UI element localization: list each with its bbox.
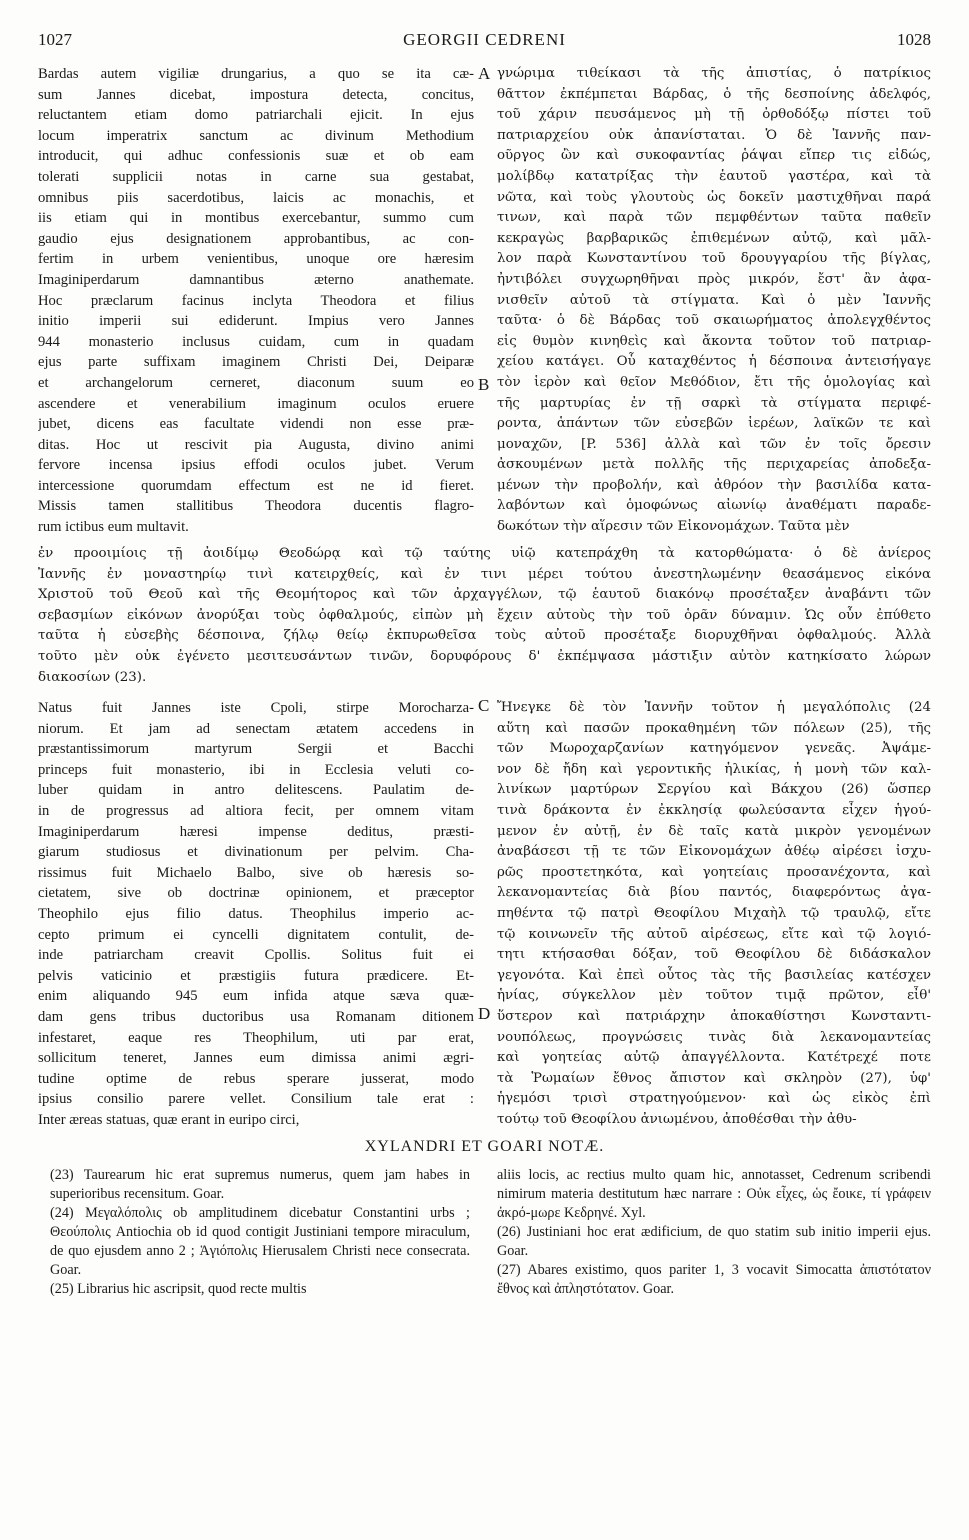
greek-text-line: δωκότων τὴν αἵρεσιν τῶν Εἰκονομάχων. Ταῦτα μὲν: [497, 519, 850, 535]
greek-text-line: Ἤνεγκε δὲ τὸν Ἰαννῆν τοῦτον ἡ μεγαλόπολις (24: [497, 700, 931, 715]
latin-text-line: princeps fuit monasterio, ibi in Ecclesia veluti co-: [38, 761, 474, 778]
latin-column-top: [38, 64, 474, 544]
latin-text-line: ditas. Hoc ut rescivit pia Augusta, divino animi: [38, 436, 474, 453]
greek-text-line: οῦργος ὢν καὶ συκοφαντίας ῥάψαι εἴπερ τις εἰδώς,: [497, 148, 931, 164]
notes-column-left: [50, 1166, 470, 1466]
latin-text-line: infestaret, eaque res Theophilum, uti par erat,: [38, 1029, 474, 1046]
latin-text-line: reluctantem etiam domo patriarchali ejicit. In ejus: [38, 107, 474, 124]
greek-text-line: ἡγεμόσι τρισὶ στρατηγούμενον· καὶ ὡς εἰκὸς ἐπὶ: [497, 1091, 931, 1107]
margin-letter-d: D: [478, 1004, 491, 1023]
latin-text-line: cietatem, sive ob doctrinæ opinionem, et præceptor: [38, 885, 474, 902]
latin-text-line: Imaginiperdarum hæresi impense deditus, præsti-: [38, 823, 474, 840]
greek-full-text-line: Χριστοῦ τοῦ Θεοῦ καὶ τῆς Θεομήτορος καὶ τῶν ἀρχαγγέλων, τῷ ἑαυτοῦ διακόνῳ προσέταξεν ἀναβάντι τῶν: [38, 587, 931, 603]
greek-text-line: ἀναβάσεσι τῇ τε τῶν Εἰκονομάχων ἀθέῳ αἱρέσει ἰσχυ-: [497, 844, 931, 860]
greek-text-line: τούτῳ τοῦ Θεοφίλου ἀνιωμένου, ἀποθέσθαι τὴν ἀθυ-: [497, 1111, 857, 1127]
running-title: GEORGII CEDRENI: [403, 30, 566, 49]
greek-full-text-line: διακοσίων (23).: [38, 669, 147, 685]
greek-text-line: εἰς θυμὸν κινηθεὶς καὶ ἄκοντα τοῦτον τοῦ πατριαρ-: [497, 333, 931, 349]
greek-text-line: ἠντιβόλει συγχωρηθῆναι πρὸς μικρόν, ἔστ' ἂν ἀφα-: [497, 271, 931, 287]
margin-letter-a: A: [478, 64, 491, 83]
latin-text-line: tolerati supplicii notas in carne sua gestabat,: [38, 168, 474, 185]
latin-text-line: dam gens tribus ductoribus usa Romanam ditionem: [38, 1008, 474, 1025]
notes-column-right: [497, 1166, 931, 1466]
latin-text-line: gaudio ejus designationem approbantibus, ac con-: [38, 230, 474, 247]
footnote: (23) Taurearum hic erat supremus numerus, quem jam habes in superioribus recensitum. Goar.: [50, 1167, 470, 1202]
footnote: aliis locis, ac rectius multo quam hic, annotasset, Cedrenum scribendi nimirum materia destitutum hæc narrare : Οὐκ εἶχες, ὡς ἔοικε, τί γράφειν ἀκρό-μωρε Κεδρηνέ. Xyl.: [497, 1167, 931, 1221]
latin-text-line: niorum. Et jam ad senectam ætatem accedens in: [38, 720, 474, 737]
greek-full-text-line: ταῦτα ἡ εὐσεβὴς δέσποινα, ζήλῳ θείῳ ἐκπυρωθεῖσα τοὺς αὐτοῦ προσέταξε διορυχθῆναι ὀφθαλμούς. Ἀλλὰ: [38, 628, 931, 644]
latin-text-line: ejus parte suffixam imaginem Christi Dei, Deiparæ: [38, 354, 474, 371]
greek-text-line: αὕτη καὶ πασῶν προκαθημένη τῶν πόλεων (25), τῆς: [497, 720, 931, 736]
latin-text-line: intercessione quorumdam effectum est ne id fieret.: [38, 477, 474, 494]
greek-text-line: νον δὲ ἤδη καὶ γεροντικῆς ἡλικίας, ἡ μονὴ τῶν καλ-: [497, 761, 931, 777]
latin-text-line: præstantissimorum martyrum Sergii et Bacchi: [38, 741, 474, 758]
greek-text-line: ἀσκουμένων μετὰ πολλῆς τῆς περιχαρείας ἀποδεξα-: [497, 457, 931, 473]
greek-text-line: νουπόλεως, προγνώσεις τινὰς διὰ λεκανομαντείας: [497, 1029, 931, 1045]
greek-text-line: πατριαρχείου οὐκ ἀπανίσταται. Ὁ δὲ Ἰαννῆς παν-: [497, 127, 931, 143]
latin-column-bottom: [38, 698, 474, 1134]
latin-text-line: Theophilo ejus filio datus. Theophilus imperio ac-: [38, 905, 474, 922]
greek-text-line: τινὰ δράκοντα ἐν ἐκκλησίᾳ φωλεύσαντα εἶχεν ἡγού-: [497, 802, 931, 818]
greek-text-line: θᾶττον ἐκπέμπεται Βάρδας, ὁ τῆς δεσποίνης ἀδελφός,: [497, 86, 931, 102]
latin-text-line: et archangelorum cerneret, diaconum suum eo: [38, 374, 474, 391]
greek-full-text-line: Ἰαννῆς ἐν μοναστηρίῳ τινὶ κατειρχθείς, καὶ ἐν τινι μέρει τούτου ἀνεστηλωμένην θεασάμενος εἰκόνα: [38, 566, 931, 582]
latin-text-line: ascendere et venerabilium imaginum oculos eruere: [38, 395, 474, 412]
latin-text-line: omnibus piis sacerdotibus, laicis ac monachis, et: [38, 189, 474, 206]
greek-text-line: τινων, καὶ παρὰ τῶν πεμφθέντων ταῦτα παθεῖν: [497, 210, 931, 226]
greek-text-line: ἡνίας, σύγκελλον μὲν τοῦτον τιμᾷ πρῶτον, εἶθ': [497, 988, 931, 1004]
latin-text-line: luber quidam in antro delitescens. Paulatim de-: [38, 782, 474, 799]
margin-letter-c: C: [478, 696, 490, 715]
latin-text-line: iis etiam qui in montibus exercebantur, summo cum: [38, 210, 474, 227]
latin-text-line: sum Jannes dicebat, impostura detecta, concitus,: [38, 86, 474, 103]
latin-text-line: inde patriarcham creavit Cpollis. Solitus fuit ei: [38, 947, 474, 964]
greek-full-text-line: ἐν προοιμίοις τῇ ἀοιδίμῳ Θεοδώρᾳ καὶ τῷ ταύτης υἱῷ κατεπράχθη τὰ κατορθώματα· ὁ δὲ ἀνίερος: [38, 546, 931, 561]
latin-text-line: rum ictibus eum multavit.: [38, 519, 189, 536]
latin-text-line: locum imperatrix sanctum ac divinum Methodium: [38, 127, 474, 144]
greek-text-line: τῆς μαρτυρίας ἐν τῇ σαρκὶ τὰ στίγματα περιφέ-: [497, 395, 931, 411]
page-number-right: 1028: [897, 30, 931, 49]
greek-text-line: ρῶς προστετηκότα, καὶ γοητείαις προσανέχοντα, καὶ: [497, 864, 931, 880]
greek-text-line: λαβόντων καὶ ὁμοφώνως αἰωνίῳ ἀναθέματι παραδε-: [497, 498, 931, 514]
latin-text-line: 944 monasterio inclusus cuidam, cum in quadam: [38, 333, 474, 350]
greek-text-line: μενον ἐν αὐτῇ, ἐν δὲ ταῖς κατὰ μικρὸν γενομένων: [497, 823, 931, 839]
latin-text-line: Bardas autem vigiliæ drungarius, a quo se ita cæ-: [38, 66, 474, 82]
greek-text-line: μένων τὴν προβολήν, καὶ ἀθρόον τὴν βασιλίδα κατα-: [497, 477, 931, 493]
greek-text-line: τῶν Μωροχαρζανίων κατηγόμενον γενεᾶς. Ἀψάμε-: [497, 741, 931, 757]
latin-text-line: introducit, qui adhuc confessionis suæ et ob eam: [38, 148, 474, 165]
greek-text-line: ροντα, ἁπάντων τῶν εὐσεβῶν ἱερέων, λαϊκῶν τε καὶ: [497, 416, 931, 432]
greek-text-line: κεκραγὼς βαρβαρικῶς ἐπιθεμένων αὐτῷ, καὶ μᾶλ-: [497, 230, 931, 246]
latin-text-line: pelvis vaticinio et præstigiis futura prædicere. Et-: [38, 967, 474, 984]
latin-text-line: rissimus fuit Michaelo Balbo, sive ob hæresis so-: [38, 864, 474, 881]
latin-text-line: fervore incensa ipsius effodi oculos jubet. Verum: [38, 457, 474, 474]
greek-text-line: νισθεῖν αὐτοῦ τὰ στίγματα. Καὶ ὁ μὲν Ἰαννῆς: [497, 292, 931, 308]
page-header: [38, 30, 931, 54]
greek-full-width-block: [38, 544, 931, 692]
notes-title: XYLANDRI ET GOARI NOTÆ.: [364, 1138, 605, 1155]
latin-text-line: Hoc præclarum facinus inclyta Theodora et filius: [38, 292, 474, 309]
greek-text-line: λινίκων μαρτύρων Σεργίου καὶ Βάκχου (26) ὥσπερ: [497, 782, 931, 798]
greek-text-line: ταῦτα· ὁ δὲ Βάρδας τοῦ σκαιωρήματος ἀπολεγχθέντος: [497, 313, 931, 329]
page-number-left: 1027: [38, 30, 72, 49]
greek-text-line: νῶτα, καὶ τοὺς γλουτοὺς ὡς δοκεῖν μαστιχθῆναι παρά: [497, 189, 931, 205]
footnote: (25) Librarius hic ascripsit, quod recte multis: [50, 1281, 307, 1297]
latin-text-line: Natus fuit Jannes iste Cpoli, stirpe Morocharza-: [38, 700, 474, 716]
footnote: (26) Justiniani hoc erat ædificium, de quo statim sub initio imperii ejus. Goar.: [497, 1224, 931, 1259]
latin-text-line: ipsius consilio parere vellet. Consilium tale erat :: [38, 1091, 474, 1108]
greek-text-line: τὰ Ῥωμαίων ἔθνος ἄπιστον καὶ σκληρὸν (27), ὑφ': [497, 1070, 931, 1086]
greek-column-top: [497, 64, 931, 544]
greek-text-line: τὸν ἱερὸν καὶ θεῖον Μεθόδιον, ἔτι τῆς ὁμολογίας καὶ: [497, 374, 931, 390]
greek-text-line: τητι κτήσασθαι δόξαν, τοῦ Θεοφίλου δὲ διδάσκαλον: [497, 947, 931, 963]
greek-full-text-line: σεβασμίων εἰκόνων ἀνορύξαι τοὺς ὀφθαλμούς, εἰπὼν μὴ ἔχειν αὐτοὺς τὴν τοῦ ὁρᾶν δύναμιν. Ὡς οὖν ἐπύθετο: [38, 607, 931, 623]
latin-text-line: Missis tamen stallitibus Theodora ducentis flagro-: [38, 498, 474, 515]
footnote: (27) Abares existimo, quos pariter 1, 3 vocavit Simocatta ἀπιστότατον ἔθνος καὶ ἀπληστότατον. Goar.: [497, 1262, 931, 1297]
greek-text-line: ὕστερον καὶ πατριάρχην ἀποκαθίστησι Κωνσταντι-: [497, 1008, 931, 1024]
latin-text-line: jubet, dicens eas facultate videndi non esse præ-: [38, 416, 474, 433]
latin-text-line: Imaginiperdarum damnantibus æterno anathemate.: [38, 271, 474, 288]
greek-text-line: τοῦ χάριν πευσάμενος μὴ τῇ ὀρθοδόξῳ πίστει τοῦ: [497, 107, 931, 123]
latin-text-line: initio imperii sui ediderunt. Impius vero Jannes: [38, 313, 474, 330]
latin-text-line: giarum studiosus et divinationum per pelvim. Cha-: [38, 844, 474, 861]
greek-text-line: πηθέντα τῷ πατρὶ Θεοφίλου Μιχαὴλ τῷ τραυλῷ, εἴτε: [497, 905, 931, 921]
greek-text-line: χείου κατάγει. Οὗ καταχθέντος ἡ δέσποινα ἀντεισήγαγε: [497, 354, 931, 370]
footnote: (24) Μεγαλόπολις ob amplitudinem dicebatur Constantini urbs ; Θεούπολις Antiochia ob id quod contigit Justiniani tempore miraculum, de quo ejusdem anno 2 ; Ἁγιόπολις Hierusalem Christi nece consecrata. Goar.: [50, 1205, 470, 1278]
margin-letter-b: B: [478, 375, 490, 394]
greek-text-line: μοναχῶν, [P. 536] ἀλλὰ καὶ τῶν ἐν τοῖς ὄρεσιν: [497, 436, 931, 452]
greek-text-line: γνώριμα τιθείκασι τὰ τῆς ἀπιστίας, ὁ πατρίκιος: [497, 66, 931, 81]
latin-text-line: cepto primum ei cyncelli dignitatem contulit, de-: [38, 926, 474, 943]
greek-text-line: καὶ γοητείας αὐτῷ ἀπαγγέλλοντα. Κατέτρεχέ ποτε: [497, 1050, 931, 1066]
greek-text-line: λεκανομαντείας διὰ βίου παντός, διαφερόντως ἀγα-: [497, 885, 931, 901]
latin-text-line: in de progressus ad altiora fecit, per omnem vitam: [38, 802, 474, 819]
greek-text-line: τῷ κοινωνεῖν τῆς αὐτοῦ αἱρέσεως, εἴτε καὶ τῷ λογιό-: [497, 926, 931, 942]
latin-text-line: sollicitum teneret, Jannes eum dimissa animi ægri-: [38, 1050, 474, 1067]
latin-text-line: tudine optime de rebus sperare jusserat, modo: [38, 1070, 474, 1087]
latin-text-line: fertim in urbem venientibus, unoque ore hæresim: [38, 251, 474, 268]
greek-full-text-line: τοῦτο μὲν οὐκ ἐγένετο μεσιτευσάντων τινῶν, δορυφόρους δ' ἐκπέμψασα μάστιξιν αὐτὸν κατηκίσατο λώρων: [38, 648, 931, 664]
latin-text-line: enim aliquando 945 eum infida atque sæva quæ-: [38, 988, 474, 1005]
greek-text-line: μολίβδῳ κατατρίξας τὴν ἑαυτοῦ γαστέρα, καὶ τὰ: [497, 168, 931, 184]
greek-text-line: λον παρὰ Κωνσταντίνου τοῦ δρουγγαρίου τῆς βίγλας,: [497, 251, 931, 267]
latin-text-line: Inter æreas statuas, quæ erant in euripo circi,: [38, 1111, 300, 1128]
greek-column-bottom: [497, 698, 931, 1134]
greek-text-line: γεγονότα. Καὶ ἐπεὶ οὗτος τὰς τῆς βασιλείας κατέσχεν: [497, 967, 931, 983]
